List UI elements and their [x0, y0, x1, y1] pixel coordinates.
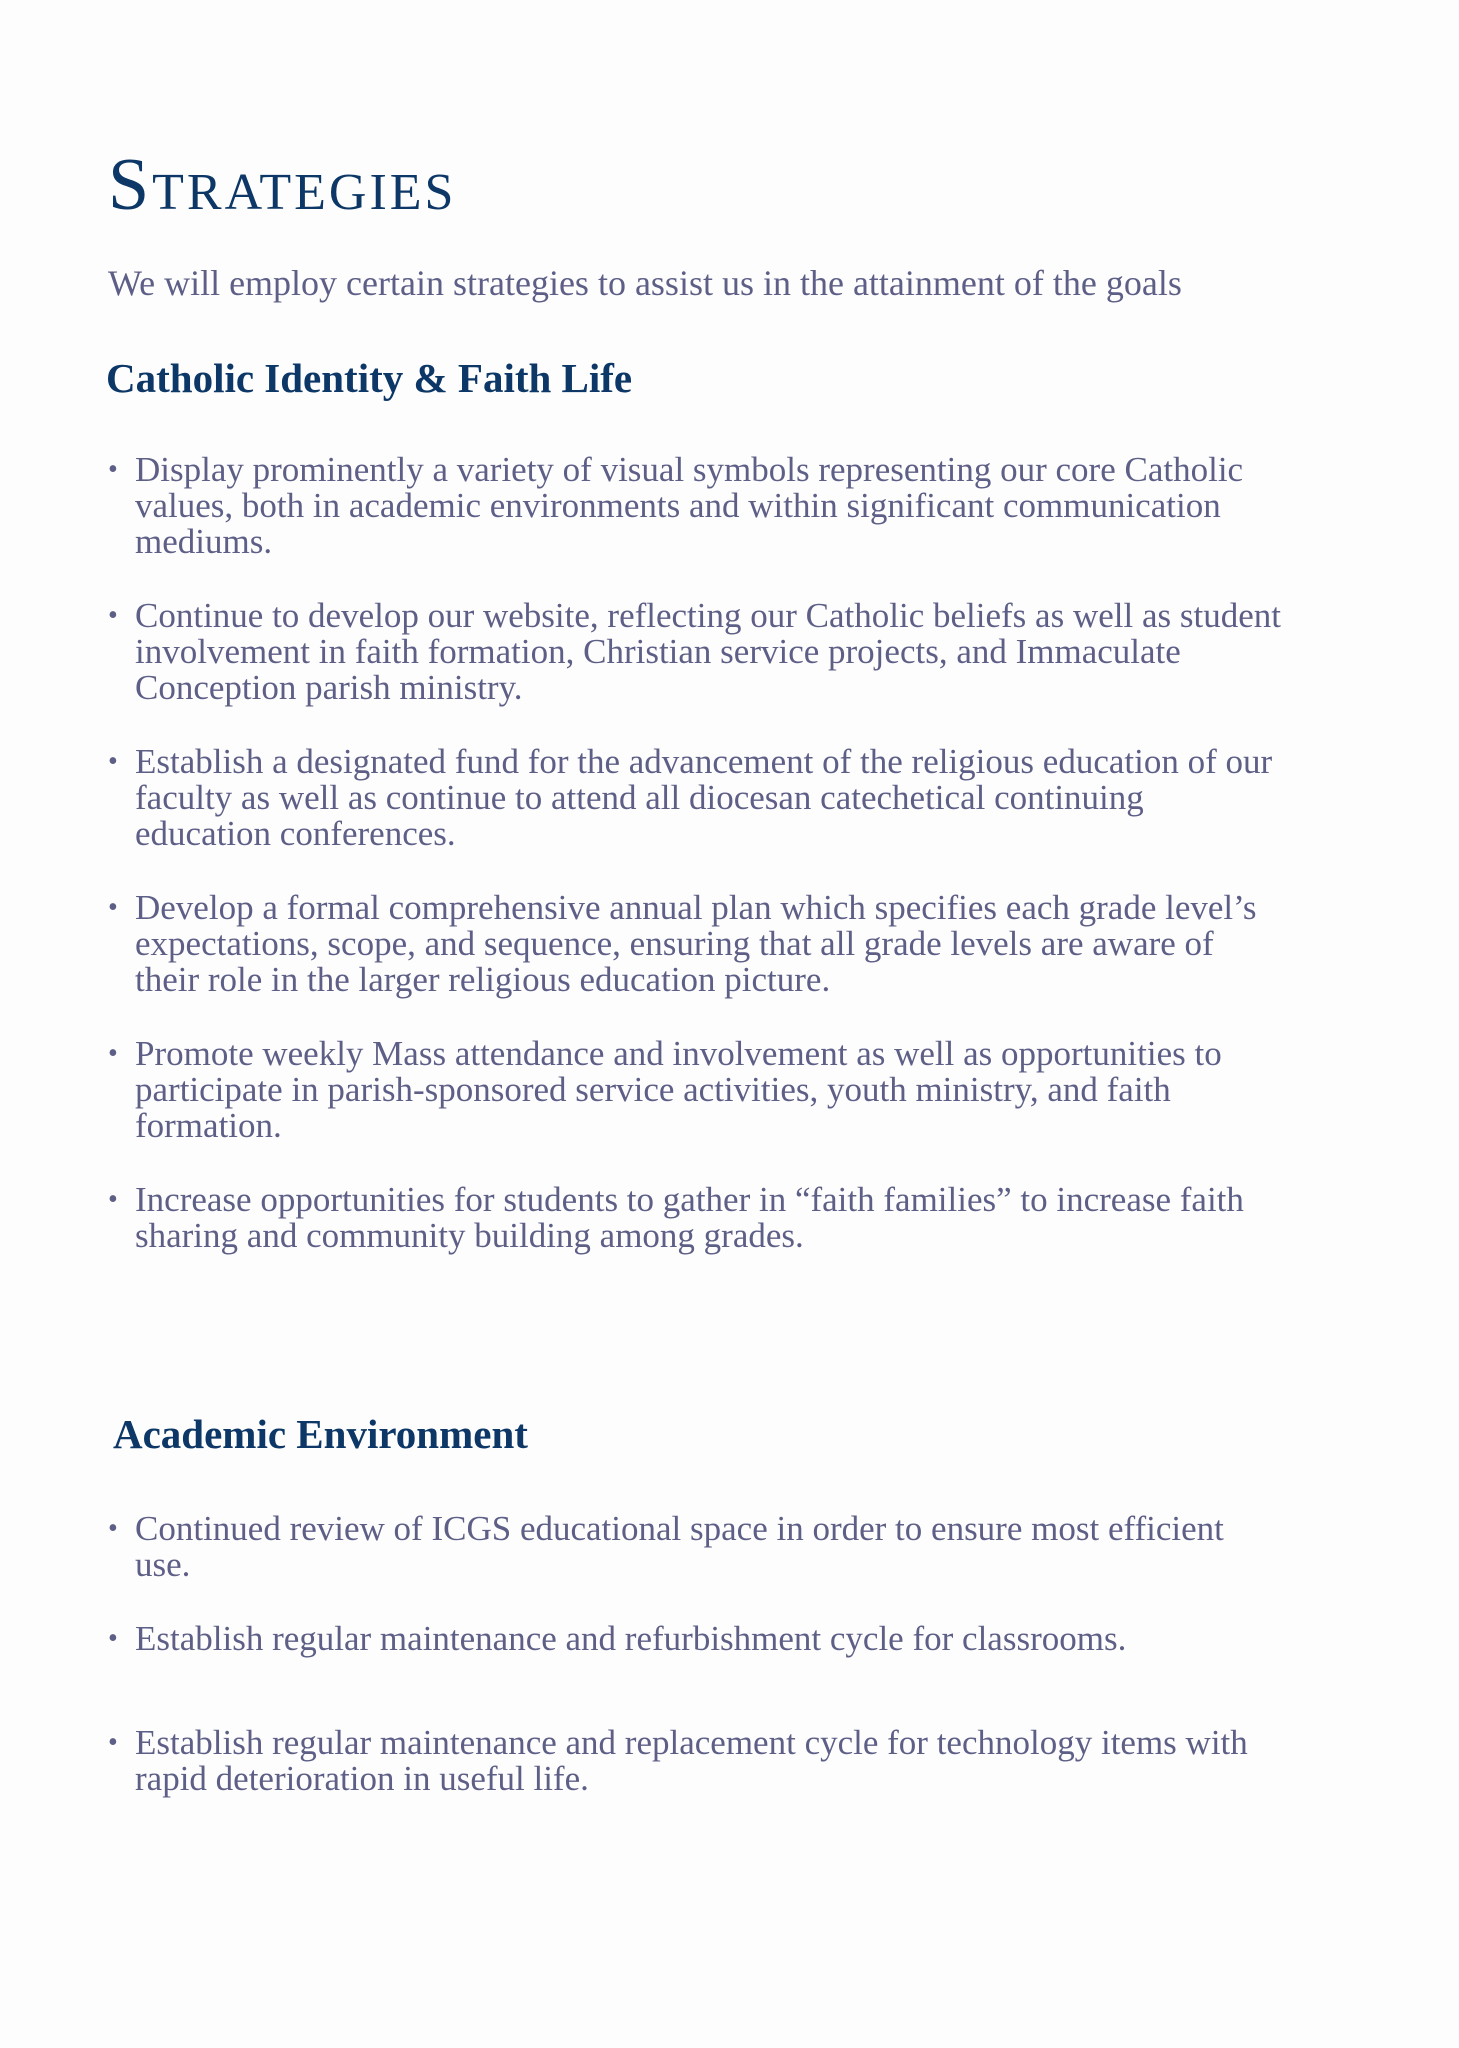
list-item [106, 1036, 1286, 1144]
bullet-icon: • [108, 892, 118, 923]
intro-text: We will employ certain strategies to assist us in the attainment of the goals [108, 263, 1182, 303]
academic-environment-list [106, 1511, 1286, 1797]
bullet-icon: • [108, 454, 118, 485]
list-item [106, 744, 1286, 852]
list-item-text: Establish regular maintenance and replacement cycle for technology items with rapid deterioration in useful life. [135, 1723, 1248, 1798]
list-item-text: Display prominently a variety of visual symbols representing our core Catholic values, both in academic environments and within significant communication mediums. [135, 450, 1244, 561]
list-item [106, 1725, 1286, 1797]
list-item-text: Develop a formal comprehensive annual plan which specifies each grade level’s expectations, scope, and sequence, ensuring that all grade levels are aware of their role in the larger religious education picture. [135, 888, 1257, 999]
bullet-icon: • [108, 1513, 118, 1544]
bullet-icon: • [108, 1184, 118, 1215]
list-item-text: Continue to develop our website, reflecting our Catholic beliefs as well as student involvement in faith formation, Christian service projects, and Immaculate Conception parish ministry. [135, 596, 1281, 707]
list-item [106, 890, 1286, 998]
list-item [106, 452, 1286, 560]
list-item-text: Continued review of ICGS educational space in order to ensure most efficient use. [135, 1509, 1224, 1584]
list-item [106, 1621, 1286, 1657]
list-item-text: Establish a designated fund for the advancement of the religious education of our faculty as well as continue to attend all diocesan catechetical continuing education conferences. [135, 742, 1273, 853]
bullet-icon: • [108, 1038, 118, 1069]
page-title: Strategies [108, 144, 457, 226]
bullet-icon: • [108, 1623, 118, 1654]
list-item-text: Promote weekly Mass attendance and involvement as well as opportunities to participate in parish-sponsored service activities, youth ministry, and faith formation. [135, 1034, 1222, 1145]
list-item [106, 1182, 1286, 1254]
section-heading-academic-environment: Academic Environment [113, 1411, 528, 1457]
catholic-identity-list [106, 452, 1286, 1292]
list-item-text: Establish regular maintenance and refurbishment cycle for classrooms. [135, 1619, 1127, 1658]
list-item [106, 1511, 1286, 1583]
bullet-icon: • [108, 600, 118, 631]
bullet-icon: • [108, 746, 118, 777]
list-item-text: Increase opportunities for students to gather in “faith families” to increase faith sharing and community building among grades. [135, 1180, 1244, 1255]
list-item [106, 598, 1286, 706]
bullet-icon: • [108, 1727, 118, 1758]
section-heading-catholic-identity: Catholic Identity & Faith Life [106, 355, 633, 401]
